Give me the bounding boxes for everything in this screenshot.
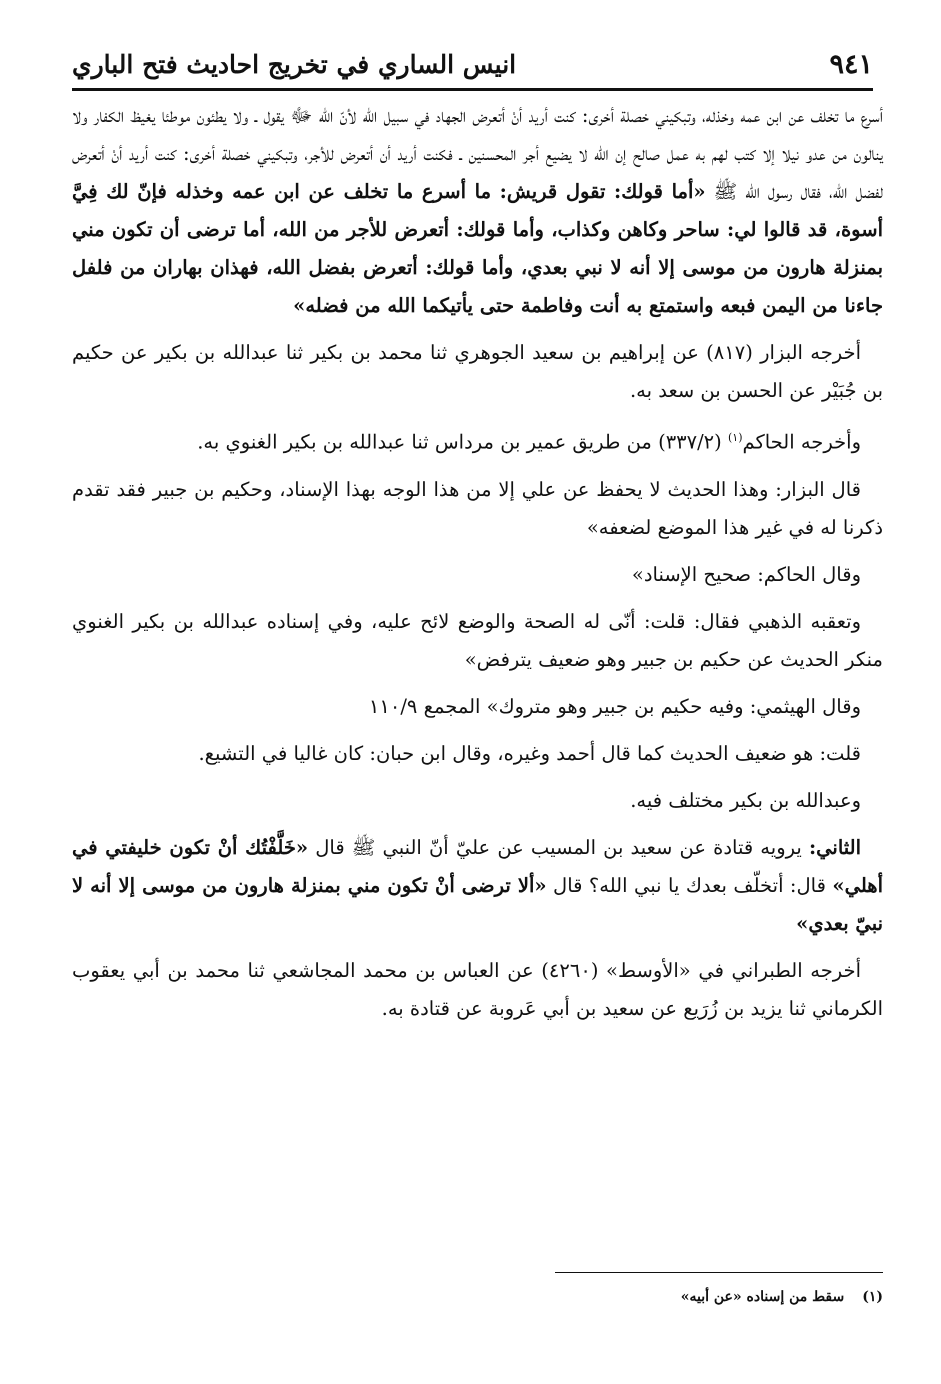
paragraph-3 (72, 419, 883, 462)
footnote-rule (555, 1272, 883, 1273)
paragraph-2: أخرجه البزار (٨١٧) عن إبراهيم بن سعيد الجوهري ثنا محمد بن بكير ثنا عبدالله بن بكير عن حكيم بن جُبَيْر عن الحسن بن سعد به. (72, 341, 883, 402)
paragraph-5: وقال الحاكم: صحيح الإسناد» (631, 562, 861, 586)
page-header (72, 40, 873, 88)
paragraph-8: قلت: هو ضعيف الحديث كما قال أحمد وغيره، وقال ابن حبان: كان غاليا في التشيع. (198, 741, 861, 765)
paragraph-9: وعبدالله بن بكير مختلف فيه. (630, 788, 861, 812)
paragraph-10 (72, 829, 883, 943)
paragraph-4: قال البزار: وهذا الحديث لا يحفظ عن علي إلا من هذا الوجه بهذا الإسناد، وحكيم بن جبير فقد تقدم ذكرنا له في غير هذا الموضع لضعفه» (72, 477, 883, 539)
page-number: ٩٤١ (829, 48, 873, 80)
hadith-quote: «ألا ترضى أنْ تكون مني بمنزلة هارون من موسى إلا أنه لا نبيّ بعدي» (72, 873, 883, 935)
hadith-quote: «أما قولك: تقول قريش: ما أسرع ما تخلف عن ابن عمه وخذله فإنّ لك فِيَّ أسوة، قد قالوا لي: ساحر وكاهن وكذاب، وأما قولك: أتعرض للأجر من الله، أما ترضى أن تكون مني بمنزلة هارون من موسى إلا أنه لا نبي بعدي، وأما قولك: أتعرض بفضل الله، فهذان بهاران من فلفل جاءنا من اليمن فبعه واستمتع به أنت وفاطمة حتى يأتيكما الله من فضله» (72, 180, 883, 317)
section-label: الثاني: (808, 835, 862, 859)
footnote-text: سقط من إسناده «عن أبيه» (680, 1289, 845, 1305)
paragraph-10-text: يرويه قتادة عن سعيد بن المسيب عن عليّ أنّ النبي ﷺ قال (308, 835, 809, 859)
paragraph-11: أخرجه الطبراني في «الأوسط» (٤٢٦٠) عن العباس بن محمد المجاشعي ثنا محمد بن أبي يعقوب الكرماني ثنا يزيد بن زُرَيع عن سعيد بن أبي عَروبة عن قتادة به. (72, 958, 883, 1020)
body-text (72, 97, 883, 1037)
paragraph-1 (72, 97, 883, 325)
paragraph-7: وقال الهيثمي: وفيه حكيم بن جبير وهو متروك» المجمع ١١٠/٩ (368, 694, 861, 718)
paragraph-3-text: وأخرجه الحاكم (742, 430, 861, 454)
footnote (72, 1286, 883, 1308)
hadith-quote: «خَلَّفْتُك أنْ تكون خليفتي في أهلي» (72, 835, 883, 897)
footnote-number: (١) (862, 1289, 883, 1305)
footnote-marker[interactable]: (١) (727, 431, 743, 444)
paragraph-1-text: أسرع ما تخلف عن ابن عمه وخذله، وتبكيني خصلة أخرى: كنت أريد أنْ أتعرض الجهاد في سبيل الله لأنّ الله ﷻ يقول ـ ولا يطئون موطئا يغيظ الكفار ولا ينالون من عدو نيلا إلا كتب لهم به عمل صالح إن الله لا يضيع أجر المحسنين ـ فكنت أريد أن أتعرض للأجر، وتبكيني خصلة أخرى: كنت أريد أنْ أتعرض لفضل الله، فقال رسول الله ﷺ (72, 104, 883, 203)
paragraph-6: وتعقبه الذهبي فقال: قلت: أنّى له الصحة والوضع لائح عليه، وفي إسناده عبدالله بن بكير الغنوي منكر الحديث عن حكيم بن جبير وهو ضعيف يترفض» (72, 609, 883, 671)
header-rule (72, 88, 873, 91)
paragraph-3-text-rest: (٣٣٧/٢) من طريق عمير بن مرداس ثنا عبدالله بن بكير الغنوي به. (197, 430, 728, 454)
running-title: انيس الساري في تخريج احاديث فتح الباري (72, 49, 517, 79)
paragraph-10-text-mid: قال: أتخلّف بعدك يا نبي الله؟ قال (546, 873, 833, 897)
